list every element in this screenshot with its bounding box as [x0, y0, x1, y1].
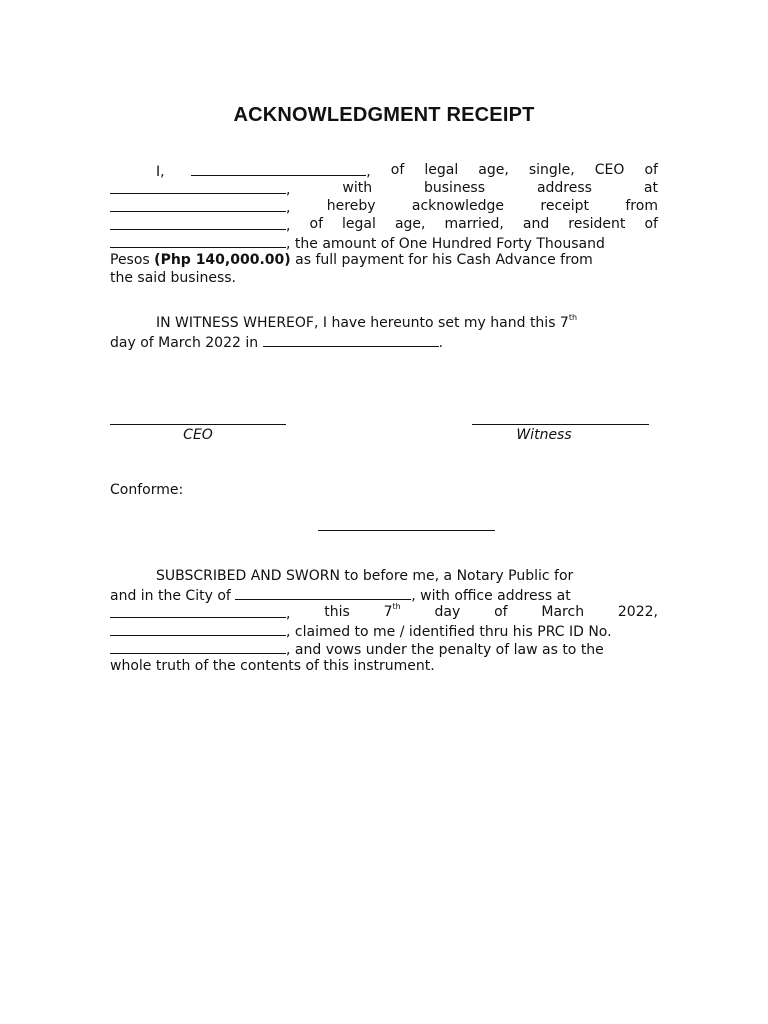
para2-line1: IN WITNESS WHEREOF, I have hereunto set my hand this 7th [156, 313, 578, 331]
para3-line1: SUBSCRIBED AND SWORN to before me, a Notary Public for [156, 568, 574, 584]
para1-line5: , the amount of One Hundred Forty Thousand [110, 233, 658, 251]
pronoun-i: I, [156, 164, 165, 180]
conforme-label: Conforme: [110, 482, 184, 498]
ceo-label: CEO [183, 427, 213, 443]
affiant-name-blank [110, 621, 286, 636]
prc-id-blank [110, 639, 286, 654]
para1-line6: Pesos (Php 140,000.00) as full payment for his Cash Advance from [110, 252, 593, 268]
para3-line2: and in the City of , with office address at [110, 585, 658, 603]
para2-line2: day of March 2022 in . [110, 332, 658, 350]
name-blank [191, 161, 366, 176]
office-address-blank [110, 603, 286, 618]
para3-line4: , claimed to me / identified thru his PRC ID No. [110, 621, 658, 639]
residence-blank [110, 233, 286, 248]
document-title: ACKNOWLEDGMENT RECEIPT [233, 104, 535, 126]
para3-line6: whole truth of the contents of this instrument. [110, 658, 435, 674]
business-address-blank [110, 197, 286, 212]
amount-bold: (Php 140,000.00) [154, 252, 291, 268]
para3-line3: , this 7th day of March 2022, [110, 603, 658, 621]
conforme-signature-line [318, 530, 495, 531]
witness-label: Witness [516, 427, 572, 443]
para1-line3: , hereby acknowledge receipt from [110, 197, 658, 215]
ceo-signature-line [110, 424, 286, 425]
payor-name-blank [110, 215, 286, 230]
para1-line1: I, , of legal age, single, CEO of [156, 162, 658, 180]
place-blank [263, 332, 439, 347]
business-name-blank [110, 179, 286, 194]
para1-line7: the said business. [110, 270, 236, 286]
witness-signature-line [472, 424, 649, 425]
para1-line2: , with business address at [110, 179, 658, 197]
city-blank [235, 585, 411, 600]
para3-line5: , and vows under the penalty of law as to the [110, 639, 658, 657]
para1-line4: , of legal age, married, and resident of [110, 215, 658, 233]
